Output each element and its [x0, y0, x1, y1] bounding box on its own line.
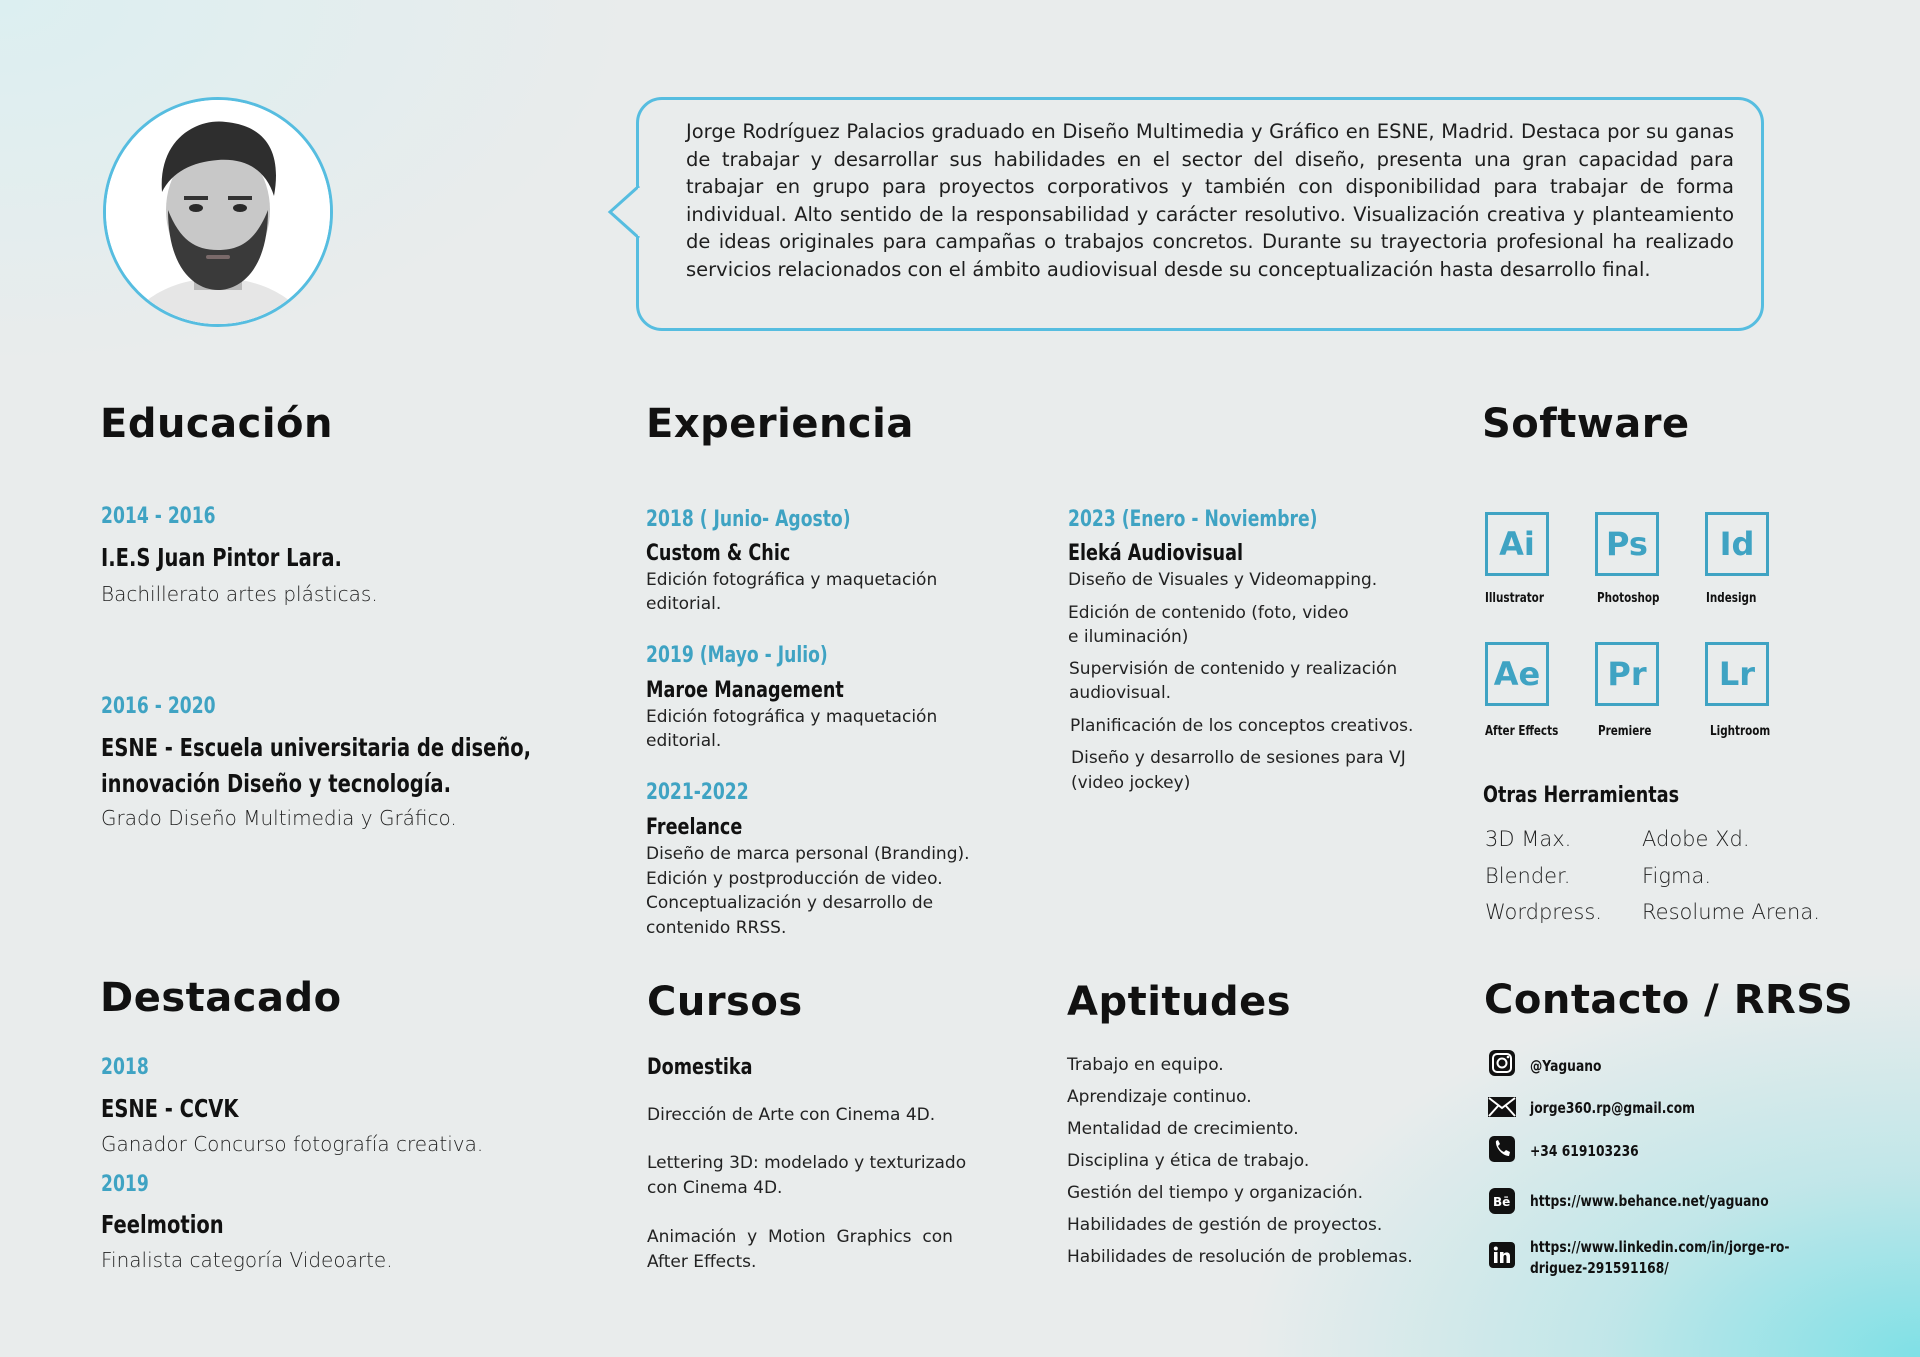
experience-description: editorial. — [646, 594, 722, 614]
premiere-icon: Pr — [1595, 642, 1659, 706]
svg-text:Bē: Bē — [1493, 1195, 1511, 1209]
lightroom-icon: Lr — [1705, 642, 1769, 706]
education-heading: Educación — [100, 401, 334, 447]
phone-number[interactable]: +34 619103236 — [1530, 1142, 1639, 1160]
education-institution: innovación Diseño y tecnología. — [101, 769, 451, 798]
highlight-description: Finalista categoría Videoarte. — [101, 1248, 393, 1272]
behance-link[interactable]: https://www.behance.net/yaguano — [1530, 1192, 1769, 1210]
after-effects-icon: Ae — [1485, 642, 1549, 706]
tool-item: Resolume Arena. — [1642, 900, 1820, 924]
highlights-heading: Destacado — [100, 975, 342, 1021]
experience-description: Conceptualización y desarrollo de — [646, 893, 934, 913]
profile-photo — [103, 97, 333, 327]
experience-description: Diseño de Visuales y Videomapping. — [1068, 570, 1378, 590]
experience-description: contenido RRSS. — [646, 918, 787, 938]
software-label: After Effects — [1485, 724, 1559, 739]
email-address[interactable]: jorge360.rp@gmail.com — [1530, 1099, 1695, 1117]
linkedin-link[interactable]: https://www.linkedin.com/in/jorge-ro- — [1530, 1238, 1790, 1256]
experience-description: Diseño y desarrollo de sesiones para VJ — [1071, 748, 1406, 768]
linkedin-icon[interactable] — [1487, 1240, 1517, 1270]
highlight-date: 2019 — [101, 1172, 149, 1197]
other-tools-heading: Otras Herramientas — [1483, 783, 1680, 808]
course-item: Dirección de Arte con Cinema 4D. — [647, 1105, 936, 1125]
experience-date: 2018 ( Junio- Agosto) — [646, 507, 851, 532]
course-item: con Cinema 4D. — [647, 1178, 783, 1198]
software-label: Illustrator — [1485, 591, 1544, 606]
highlight-date: 2018 — [101, 1055, 149, 1080]
education-description: Bachillerato artes plásticas. — [101, 582, 378, 606]
tool-item: 3D Max. — [1485, 827, 1572, 851]
contact-heading: Contacto / RRSS — [1484, 977, 1854, 1023]
illustrator-icon: Ai — [1485, 512, 1549, 576]
experience-description: Planificación de los conceptos creativos. — [1070, 716, 1414, 736]
experience-description: (video jockey) — [1071, 773, 1191, 793]
skill-item: Habilidades de gestión de proyectos. — [1067, 1215, 1383, 1235]
mail-icon[interactable] — [1487, 1092, 1517, 1122]
course-provider: Domestika — [647, 1055, 753, 1080]
software-label: Photoshop — [1597, 591, 1660, 606]
education-date: 2016 - 2020 — [101, 694, 216, 719]
experience-company: Eleká Audiovisual — [1068, 541, 1243, 566]
experience-description: Edición de contenido (foto, video — [1068, 603, 1349, 623]
photoshop-icon: Ps — [1595, 512, 1659, 576]
experience-date: 2023 (Enero - Noviembre) — [1068, 507, 1318, 532]
experience-company: Freelance — [646, 815, 743, 840]
education-description: Grado Diseño Multimedia y Gráfico. — [101, 806, 457, 830]
skill-item: Habilidades de resolución de problemas. — [1067, 1247, 1413, 1267]
instagram-icon[interactable] — [1487, 1048, 1517, 1078]
behance-icon[interactable] — [1487, 1186, 1517, 1216]
experience-description: Edición fotográfica y maquetación — [646, 707, 938, 727]
education-institution: ESNE - Escuela universitaria de diseño, — [101, 733, 532, 762]
software-heading: Software — [1482, 401, 1690, 447]
tool-item: Adobe Xd. — [1642, 827, 1750, 851]
experience-description: Edición y postproducción de video. — [646, 869, 943, 889]
phone-icon[interactable] — [1487, 1134, 1517, 1164]
experience-company: Custom & Chic — [646, 541, 791, 566]
experience-date: 2021-2022 — [646, 780, 749, 805]
linkedin-link[interactable]: driguez-291591168/ — [1530, 1259, 1669, 1277]
skills-heading: Aptitudes — [1067, 979, 1292, 1025]
tool-item: Wordpress. — [1485, 900, 1602, 924]
experience-description: editorial. — [646, 731, 722, 751]
highlight-title: Feelmotion — [101, 1210, 224, 1239]
experience-company: Maroe Management — [646, 678, 844, 703]
indesign-icon: Id — [1705, 512, 1769, 576]
software-label: Premiere — [1598, 724, 1652, 739]
course-item: Animación y Motion Graphics con — [647, 1227, 953, 1247]
software-label: Indesign — [1706, 591, 1757, 606]
education-date: 2014 - 2016 — [101, 504, 216, 529]
skill-item: Gestión del tiempo y organización. — [1067, 1183, 1364, 1203]
experience-description: e iluminación) — [1068, 627, 1189, 647]
experience-date: 2019 (Mayo - Julio) — [646, 643, 828, 668]
experience-heading: Experiencia — [646, 401, 914, 447]
skill-item: Mentalidad de crecimiento. — [1067, 1119, 1299, 1139]
experience-description: audiovisual. — [1069, 683, 1172, 703]
skill-item: Aprendizaje continuo. — [1067, 1087, 1252, 1107]
course-item: Lettering 3D: modelado y texturizado — [647, 1153, 967, 1173]
experience-description: Diseño de marca personal (Branding). — [646, 844, 970, 864]
highlight-description: Ganador Concurso fotografía creativa. — [101, 1132, 484, 1156]
experience-description: Edición fotográfica y maquetación — [646, 570, 938, 590]
experience-description: Supervisión de contenido y realización — [1069, 659, 1398, 679]
course-item: After Effects. — [647, 1252, 757, 1272]
portrait-image — [106, 100, 330, 324]
instagram-handle[interactable]: @Yaguano — [1530, 1057, 1602, 1075]
highlight-title: ESNE - CCVK — [101, 1094, 239, 1123]
skill-item: Trabajo en equipo. — [1067, 1055, 1224, 1075]
education-institution: I.E.S Juan Pintor Lara. — [101, 543, 342, 572]
skill-item: Disciplina y ética de trabajo. — [1067, 1151, 1310, 1171]
software-label: Lightroom — [1710, 724, 1771, 739]
tool-item: Figma. — [1642, 864, 1711, 888]
bubble-tail — [606, 184, 642, 240]
courses-heading: Cursos — [647, 979, 803, 1025]
summary-text: Jorge Rodríguez Palacios graduado en Diseño Multimedia y Gráfico en ESNE, Madrid. Destaca por su ganas de trabajar y desarrollar sus habilidades en el sector del diseño, presenta una gran capacidad para trabajar en grupo para proyectos corporativos y también con disponibilidad para trabajar de forma individual. Alto sentido de la responsabilidad y carácter resolutivo. Visualización creativa y planteamiento de ideas originales para campañas o trabajos concretos. Durante su trayectoria profesional ha realizado servicios relacionados con el ámbito audiovisual desde su conceptualización hasta desarrollo final. — [686, 120, 1734, 281]
tool-item: Blender. — [1485, 864, 1571, 888]
